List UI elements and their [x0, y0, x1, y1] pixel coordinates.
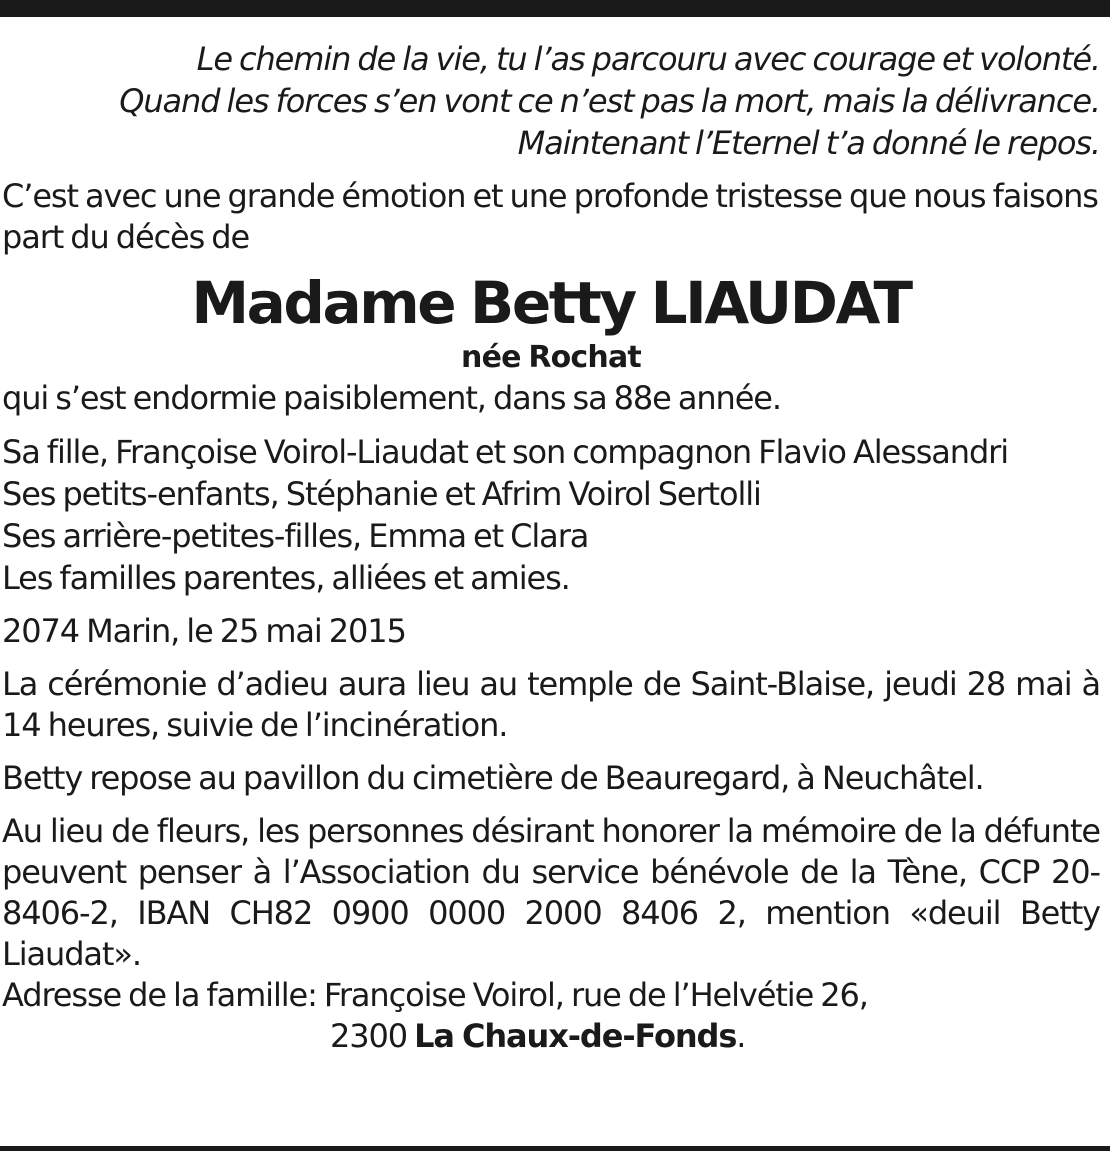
maiden-name: née Rochat	[461, 340, 641, 375]
family-line: Sa fille, Françoise Voirol-Liaudat et son compagnon Flavio Alessandri	[2, 433, 1009, 471]
place-date: 2074 Marin, le 25 mai 2015	[2, 612, 406, 650]
address-city-line	[2, 1016, 1100, 1057]
deceased-name: Madame Betty LIAUDAT	[191, 269, 911, 337]
city: La Chaux-de-Fonds	[414, 1017, 737, 1055]
top-rule	[0, 0, 1110, 17]
donation-text: Au lieu de fleurs, les personnes désirant honorer la mémoire de la défunte peuvent penser à l’Association du service bénévole de la Tène, CCP 20-8406-2, IBAN CH82 0900 0000 2000 8406 2, mention «deuil Betty Liaudat».	[2, 812, 1100, 973]
address-end: .	[736, 1017, 746, 1055]
verse-line: Maintenant l’Eternel t’a donné le repos.	[517, 124, 1100, 162]
verse	[2, 38, 1100, 164]
obituary-notice	[2, 38, 1100, 1057]
family-line: Les familles parentes, alliées et amies.	[2, 559, 570, 597]
bottom-rule	[0, 1146, 1110, 1151]
verse-line: Quand les forces s’en vont ce n’est pas la mort, mais la délivrance.	[119, 82, 1100, 120]
family-address	[2, 975, 1100, 1057]
ceremony-text: La cérémonie d’adieu aura lieu au temple de Saint-Blaise, jeudi 28 mai à 14 heures, suivie de l’incinération.	[2, 665, 1100, 744]
family-list	[2, 431, 1100, 599]
verse-line: Le chemin de la vie, tu l’as parcouru avec courage et volonté.	[196, 40, 1100, 78]
family-line: Ses arrière-petites-filles, Emma et Clara	[2, 517, 589, 555]
intro-text: C’est avec une grande émotion et une profonde tristesse que nous faisons part du décès de	[2, 177, 1098, 256]
repose-text: Betty repose au pavillon du cimetière de Beauregard, à Neuchâtel.	[2, 759, 984, 797]
family-line: Ses petits-enfants, Stéphanie et Afrim Voirol Sertolli	[2, 475, 761, 513]
address-line: Adresse de la famille: Françoise Voirol, rue de l’Helvétie 26,	[2, 976, 868, 1014]
postcode: 2300	[330, 1017, 408, 1055]
passing-text: qui s’est endormie paisiblement, dans sa 88e année.	[2, 379, 781, 417]
